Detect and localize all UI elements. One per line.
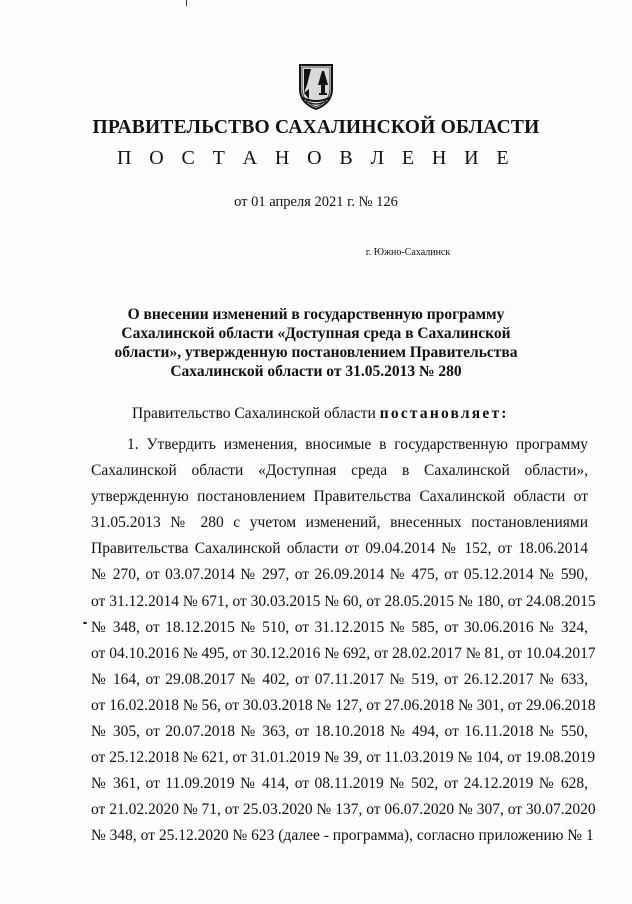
intro-line <box>132 405 509 423</box>
title-line: области», утвержденную постановлением Правительства <box>114 344 518 361</box>
body-line: № 348, от 18.12.2015 № 510, от 31.12.2015 № 585, от 30.06.2016 № 324, <box>91 618 588 636</box>
document-title <box>60 305 572 381</box>
body-line: от 04.10.2016 № 495, от 30.12.2016 № 692, от 28.02.2017 № 81, от 10.04.2017 <box>91 644 596 662</box>
body-line: № 361, от 11.09.2019 № 414, от 08.11.2019 № 502, от 24.12.2019 № 628, <box>91 775 588 793</box>
scan-mark <box>186 0 187 6</box>
body-line: № 348, от 25.12.2020 № 623 (далее - программа), согласно приложению № 1 <box>91 827 594 845</box>
document-type: П О С Т А Н О В Л Е Н И Е <box>117 147 515 169</box>
intro-prefix: Правительство Сахалинской области <box>132 405 380 422</box>
body-line: от 31.12.2014 № 671, от 30.03.2015 № 60, от 28.05.2015 № 180, от 24.08.2015 <box>91 592 596 610</box>
document-date-number: от 01 апреля 2021 г. № 126 <box>234 194 398 210</box>
document-city: г. Южно-Сахалинск <box>365 247 451 258</box>
intro-emphasis: постановляет: <box>379 405 509 422</box>
body-line: Сахалинской области «Доступная среда в Сахалинской области», <box>91 462 588 480</box>
body-line: от 25.12.2018 № 621, от 31.01.2019 № 39, от 11.03.2019 № 104, от 19.08.2019 <box>91 749 596 767</box>
body-line: от 16.02.2018 № 56, от 30.03.2018 № 127, от 27.06.2018 № 301, от 29.06.2018 <box>91 696 596 714</box>
body-paragraph <box>91 432 596 850</box>
title-line: Сахалинской области «Доступная среда в Сахалинской <box>121 325 511 342</box>
organization-name: ПРАВИТЕЛЬСТВО САХАЛИНСКОЙ ОБЛАСТИ <box>92 117 540 138</box>
body-line: Правительства Сахалинской области от 09.04.2014 № 152, от 18.06.2014 <box>91 540 588 558</box>
body-line: утвержденную постановлением Правительства Сахалинской области от <box>91 488 588 506</box>
coat-of-arms-icon <box>296 63 336 111</box>
title-line: О внесении изменений в государственную программу <box>127 306 505 323</box>
body-line: № 164, от 29.08.2017 № 402, от 07.11.2017 № 519, от 26.12.2017 № 633, <box>91 670 588 688</box>
body-line: 31.05.2013 № 280 с учетом изменений, внесенных постановлениями <box>91 514 588 532</box>
title-line: Сахалинской области от 31.05.2013 № 280 <box>170 363 462 380</box>
margin-dot <box>83 622 87 624</box>
body-line: от 21.02.2020 № 71, от 25.03.2020 № 137, от 06.07.2020 № 307, от 30.07.2020 <box>91 801 596 819</box>
body-line: № 305, от 20.07.2018 № 363, от 18.10.2018 № 494, от 16.11.2018 № 550, <box>91 723 588 741</box>
body-line: № 270, от 03.07.2014 № 297, от 26.09.2014 № 475, от 05.12.2014 № 590, <box>91 566 588 584</box>
body-line: 1. Утвердить изменения, вносимые в государственную программу <box>127 436 588 453</box>
